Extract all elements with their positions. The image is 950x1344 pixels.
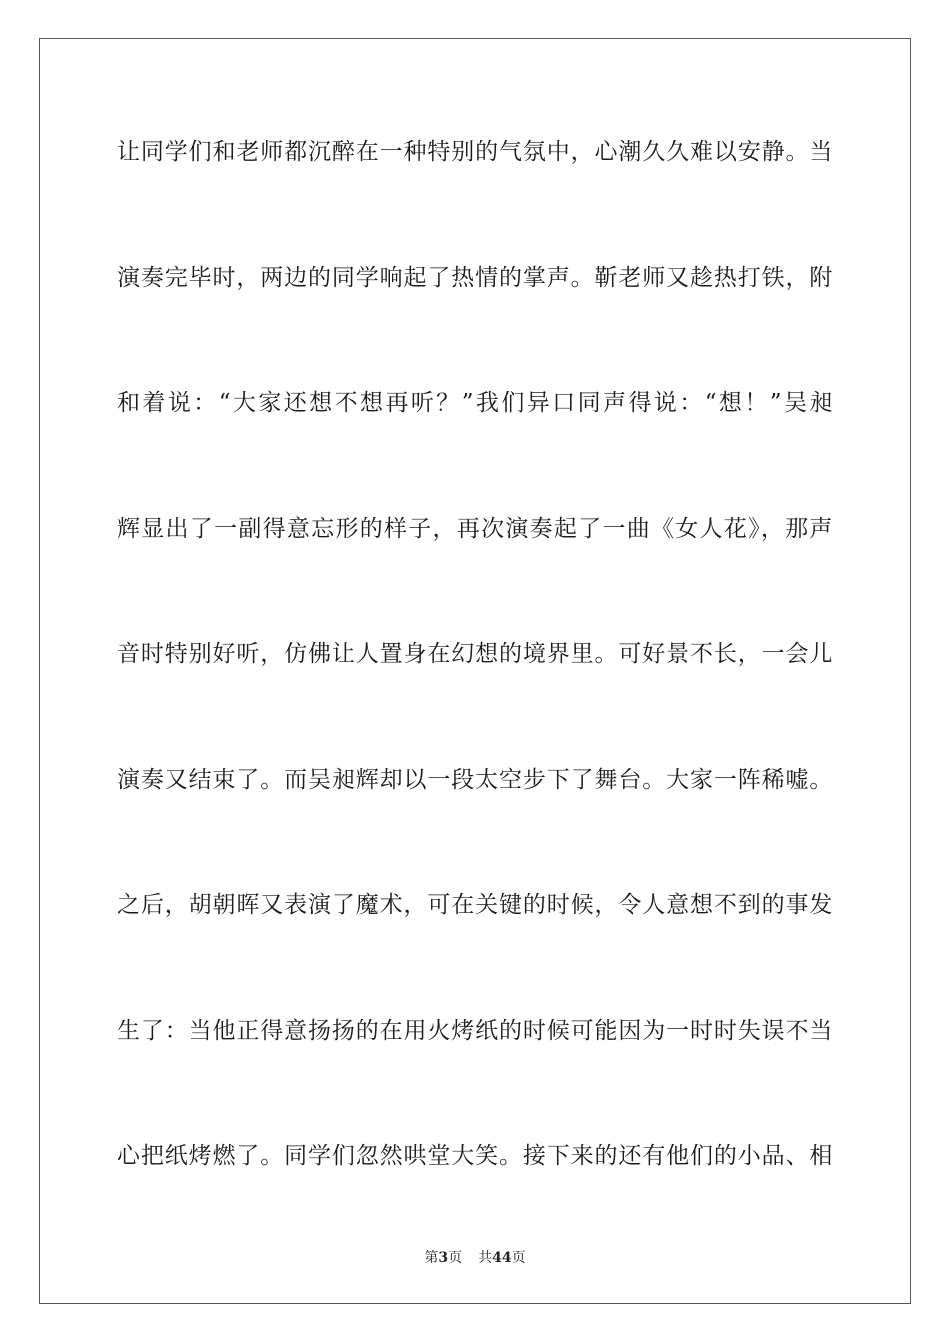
text-line: 演奏又结束了。而吴昶辉却以一段太空步下了舞台。大家一阵稀嘘。	[117, 766, 833, 793]
text-line: 音时特别好听，仿佛让人置身在幻想的境界里。可好景不长，一会儿	[117, 641, 833, 667]
text-line: 心把纸烤燃了。同学们忽然哄堂大笑。接下来的还有他们的小品、相	[117, 1143, 833, 1169]
text-line: 让同学们和老师都沉醉在一种特别的气氛中，心潮久久难以安静。当	[117, 139, 833, 165]
page-indicator: 第3页	[424, 1250, 463, 1266]
text-line: 生了：当他正得意扬扬的在用火烤纸的时候可能因为一时时失误不当	[117, 1017, 833, 1044]
page-number: 3	[438, 1250, 449, 1266]
text-line: 和着说：“大家还想不想再听？”我们异口同声得说：“想！”吴昶	[117, 390, 833, 416]
text-line: 辉显出了一副得意忘形的样子，再次演奏起了一曲《女人花》，那声	[117, 515, 833, 542]
total-pages: 44	[492, 1250, 512, 1266]
document-body	[117, 130, 833, 1260]
text-line: 之后，胡朝晖又表演了魔术，可在关键的时候，令人意想不到的事发	[117, 892, 833, 918]
page-footer	[0, 1247, 950, 1267]
text-line: 演奏完毕时，两边的同学响起了热情的掌声。靳老师又趁热打铁，附	[117, 264, 833, 291]
total-pages-indicator: 共44页	[478, 1250, 526, 1266]
